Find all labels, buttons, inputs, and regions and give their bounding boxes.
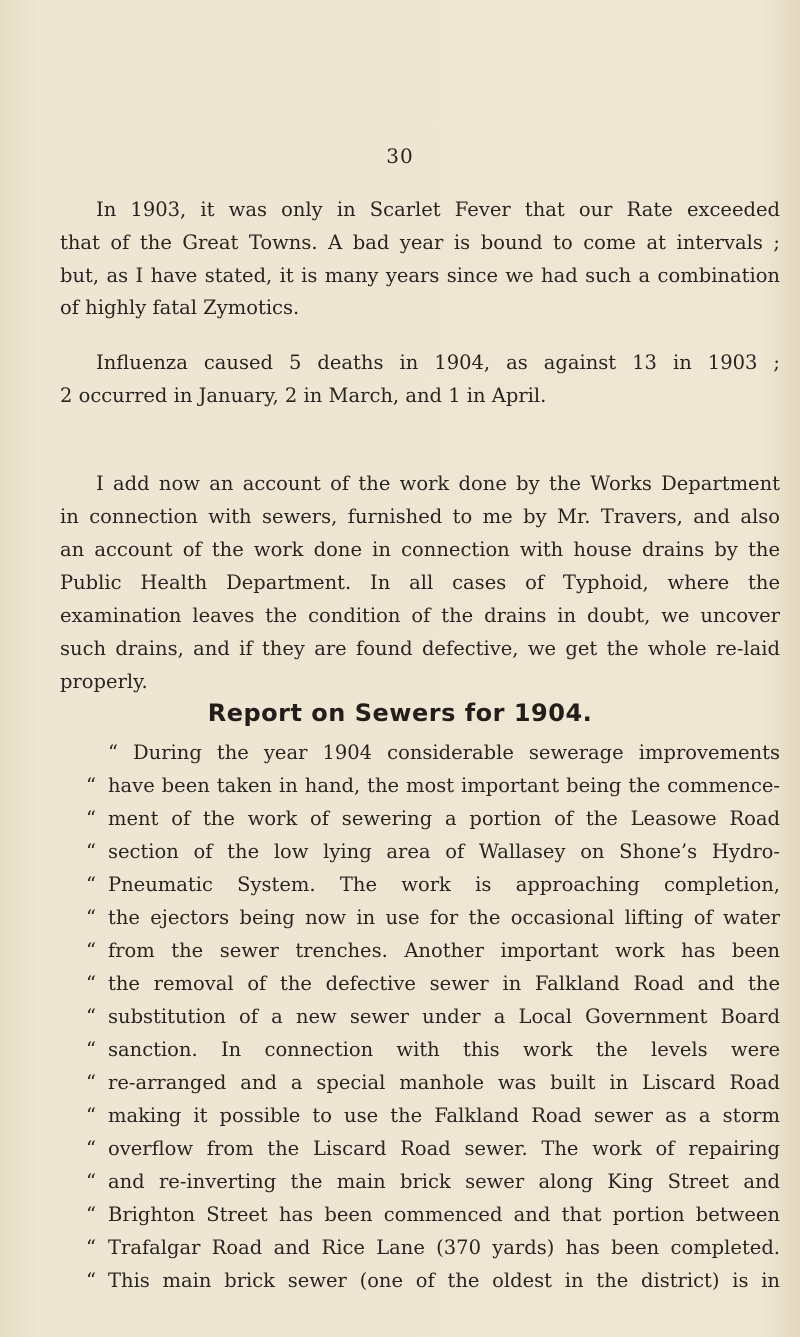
quote-mark: “ — [86, 1104, 96, 1127]
text-line: in connection with sewers, furnished to me by Mr. Travers, and also — [60, 505, 780, 528]
quote-line: overflow from the Liscard Road sewer. The work of repairing — [108, 1137, 780, 1160]
quote-mark: “ — [86, 1038, 96, 1061]
quote-line: Pneumatic System. The work is approaching completion, — [108, 873, 780, 896]
quote-line: “ During the year 1904 considerable sewerage improvements — [108, 741, 780, 764]
page-number: 30 — [386, 144, 414, 168]
quote-mark: “ — [86, 1203, 96, 1226]
text-line: I add now an account of the work done by the Works Department — [96, 472, 780, 495]
quote-line: Brighton Street has been commenced and that portion between — [108, 1203, 780, 1226]
quote-mark: “ — [86, 1170, 96, 1193]
quote-mark: “ — [86, 1236, 96, 1259]
text-line: examination leaves the condition of the drains in doubt, we uncover — [60, 604, 780, 627]
report-heading: Report on Sewers for 1904. — [207, 699, 593, 727]
quote-line: substitution of a new sewer under a Local Government Board — [108, 1005, 780, 1028]
quote-mark: “ — [86, 1269, 96, 1292]
quote-line: from the sewer trenches. Another important work has been — [108, 939, 780, 962]
quote-line: the ejectors being now in use for the occasional lifting of water — [108, 906, 780, 929]
quote-line: have been taken in hand, the most important being the commence- — [108, 774, 780, 797]
quote-mark: “ — [86, 807, 96, 830]
quote-mark: “ — [86, 906, 96, 929]
quote-line: ment of the work of sewering a portion of the Leasowe Road — [108, 807, 780, 830]
quote-mark: “ — [86, 873, 96, 896]
quote-mark: “ — [86, 972, 96, 995]
text-line: In 1903, it was only in Scarlet Fever that our Rate exceeded — [96, 198, 780, 221]
quote-mark: “ — [86, 840, 96, 863]
text-line: that of the Great Towns. A bad year is bound to come at intervals ; — [60, 231, 780, 254]
quote-line: making it possible to use the Falkland Road sewer as a storm — [108, 1104, 780, 1127]
quote-line: the removal of the defective sewer in Falkland Road and the — [108, 972, 780, 995]
quote-mark: “ — [86, 774, 96, 797]
text-line: of highly fatal Zymotics. — [60, 296, 300, 319]
quote-line: and re-inverting the main brick sewer along King Street and — [108, 1170, 780, 1193]
text-line: but, as I have stated, it is many years since we had such a combination — [60, 264, 780, 287]
text-line: properly. — [60, 670, 148, 693]
quote-line: sanction. In connection with this work the levels were — [108, 1038, 780, 1061]
quote-mark: “ — [86, 1071, 96, 1094]
quote-line: re-arranged and a special manhole was built in Liscard Road — [108, 1071, 780, 1094]
quote-mark: “ — [86, 939, 96, 962]
text-line: an account of the work done in connection with house drains by the — [60, 538, 780, 561]
quote-line: Trafalgar Road and Rice Lane (370 yards) has been completed. — [108, 1236, 780, 1259]
quote-line: This main brick sewer (one of the oldest in the district) is in — [108, 1269, 780, 1292]
text-line: Public Health Department. In all cases of Typhoid, where the — [60, 571, 780, 594]
text-line: 2 occurred in January, 2 in March, and 1 in April. — [60, 384, 547, 407]
text-line: such drains, and if they are found defective, we get the whole re-laid — [60, 637, 780, 660]
quote-mark: “ — [86, 1137, 96, 1160]
quote-mark: “ — [86, 1005, 96, 1028]
text-line: Influenza caused 5 deaths in 1904, as against 13 in 1903 ; — [96, 351, 780, 374]
quote-line: section of the low lying area of Wallasey on Shone’s Hydro- — [108, 840, 780, 863]
